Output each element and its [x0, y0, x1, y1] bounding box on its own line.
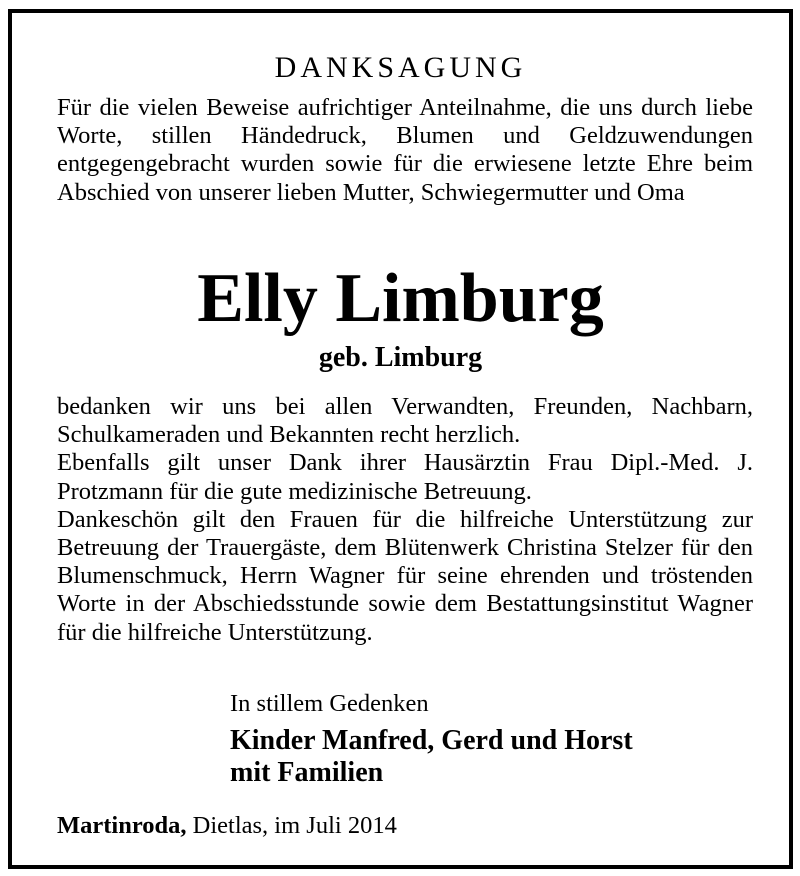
place-date: Dietlas, im Juli 2014	[186, 812, 397, 839]
signature-line-1: Kinder Manfred, Gerd und Horst	[230, 725, 633, 756]
deceased-name: Elly Limburg	[197, 260, 604, 337]
place-date-line	[57, 811, 397, 841]
helpers-thanks-paragraph: Dankeschön gilt den Frauen für die hilfreiche Unterstützung zur Betreuung der Trauergäste, dem Blütenwerk Christina Stelzer für den Blumenschmuck, Herrn Wagner für seine ehrenden und tröstenden Worte in der Abschiedsstunde sowie dem Bestattungsinstitut Wagner für die hilfreiche Unterstützung.	[57, 505, 753, 646]
memorial-phrase: In stillem Gedenken	[230, 690, 429, 717]
thanks-block	[57, 393, 753, 647]
intro-paragraph: Für die vielen Beweise aufrichtiger Anteilnahme, die uns durch liebe Worte, stillen Händedruck, Blumen und Geldzuwendungen entgegengebracht wurden sowie für die erwiesene letzte Ehre beim Abschied von unserer lieben Mutter, Schwiegermutter und Oma	[57, 94, 753, 206]
doctor-thanks-paragraph: Ebenfalls gilt unser Dank ihrer Hausärztin Frau Dipl.-Med. J. Protzmann für die gute medizinische Betreuung.	[57, 449, 753, 505]
birth-name: geb. Limburg	[318, 342, 483, 373]
place-name: Martinroda,	[57, 812, 187, 839]
signature	[230, 725, 633, 789]
notice-frame	[8, 9, 793, 869]
signature-line-2: mit Familien	[230, 757, 384, 788]
thanks-paragraph: bedanken wir uns bei allen Verwandten, Freunden, Nachbarn, Schulkameraden und Bekannten recht herzlich.	[57, 393, 753, 449]
notice-heading: DANKSAGUNG	[274, 51, 527, 84]
